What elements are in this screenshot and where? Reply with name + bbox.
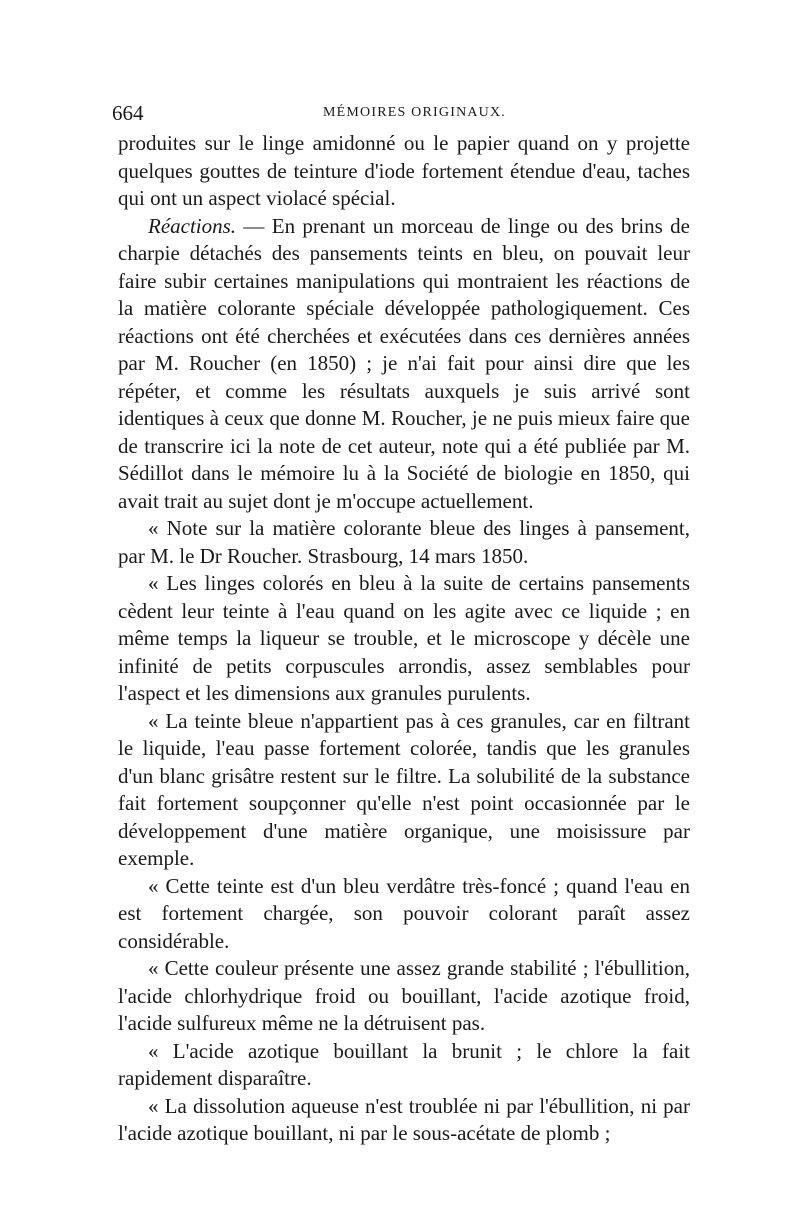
paragraph-text: « La teinte bleue n'appartient pas à ces granules, car en filtrant le liquide, l'eau passe fortement colorée, tandis que les granules d'un blanc grisâtre restent sur le filtre. La solubilité de la substance fait fortement soupçonner qu'elle n'est point occasionnée par le développement d'une matière organique, une moisissure par exemple. [118, 708, 690, 870]
body-text [118, 130, 690, 1148]
paragraph [118, 515, 690, 570]
paragraph [118, 1038, 690, 1093]
paragraph-text: « Les linges colorés en bleu à la suite de certains pansements cèdent leur teinte à l'eau quand on les agite avec ce liquide ; en même temps la liqueur se trouble, et le microscope y décèle une infinité de petits corpuscules arrondis, assez semblables pour l'aspect et les dimensions aux granules purulents. [118, 571, 690, 705]
paragraph-text: « Cette teinte est d'un bleu verdâtre très-foncé ; quand l'eau en est fortement chargée, son pouvoir colorant paraît assez considérable. [118, 873, 690, 953]
page-number: 664 [112, 101, 144, 125]
page-header [112, 98, 687, 128]
paragraph [118, 570, 690, 708]
paragraph-text: « Note sur la matière colorante bleue des linges à pansement, par M. le Dr Roucher. Strasbourg, 14 mars 1850. [118, 516, 690, 568]
section-heading: Réactions. [148, 213, 237, 238]
paragraph [118, 873, 690, 956]
paragraph-text: « La dissolution aqueuse n'est troublée ni par l'ébullition, ni par l'acide azotique bouillant, ni par le sous-acétate de plomb ; [118, 1093, 690, 1145]
running-title: MÉMOIRES ORIGINAUX. [322, 105, 507, 120]
paragraph [118, 213, 690, 516]
paragraph [118, 955, 690, 1038]
paragraph-text: « L'acide azotique bouillant la brunit ; le chlore la fait rapidement disparaître. [118, 1038, 690, 1090]
paragraph-text: produites sur le linge amidonné ou le papier quand on y projette quelques gouttes de teinture d'iode fortement étendue d'eau, taches qui ont un aspect violacé spécial. [118, 131, 690, 210]
paragraph [118, 708, 690, 873]
paragraph-text: — En prenant un morceau de linge ou des brins de charpie détachés des pansements teints en bleu, on pouvait leur faire subir certaines manipulations qui montraient les réactions de la matière colorante spéciale développée pathologiquement. Ces réactions ont été cherchées et exécutées dans ces dernières années par M. Roucher (en 1850) ; je n'ai fait pour ainsi dire que les répéter, et comme les résultats auxquels je suis arrivé sont identiques à ceux que donne M. Roucher, je ne puis mieux faire que de transcrire ici la note de cet auteur, note qui a été publiée par M. Sédillot dans le mémoire lu à la Société de biologie en 1850, qui avait trait au sujet dont je m'occupe actuellement. [118, 213, 690, 513]
paragraph [118, 1093, 690, 1148]
paragraph [118, 130, 690, 213]
paragraph-text: « Cette couleur présente une assez grande stabilité ; l'ébullition, l'acide chlorhydrique froid ou bouillant, l'acide azotique froid, l'acide sulfureux même ne la détruisent pas. [118, 956, 690, 1035]
